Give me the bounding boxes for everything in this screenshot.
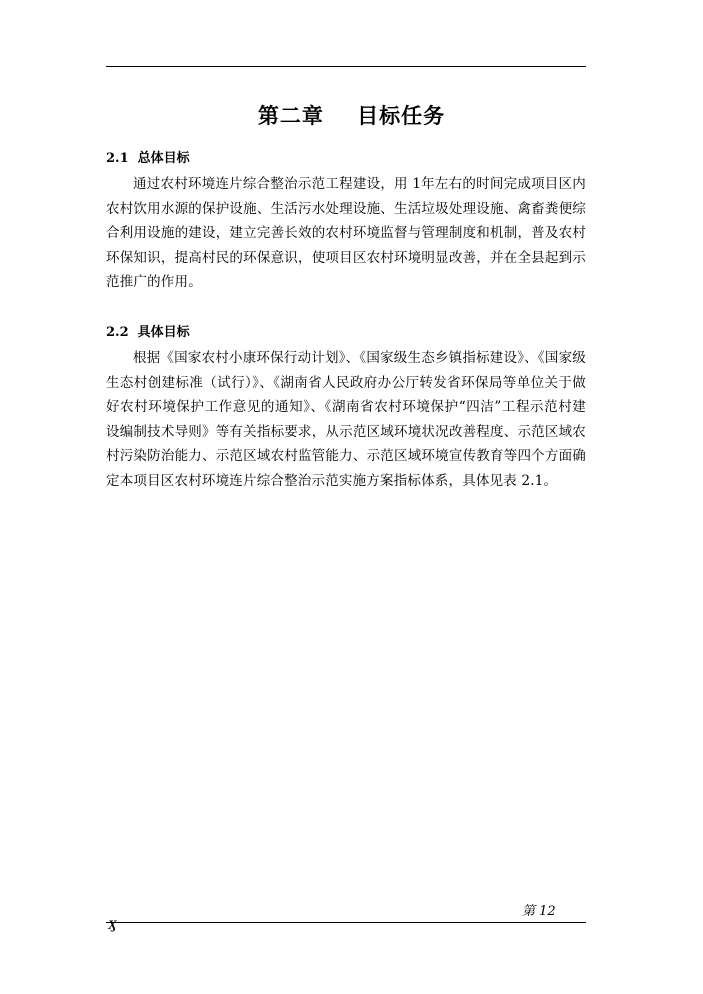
section-heading-overall-goal: 2.1 总体目标 (106, 151, 190, 166)
paragraph-overall-goal: 通过农村环境连片综合整治示范工程建设，用 1年左右的时间完成项目区内农村饮用水源的保护设施、生活污水处理设施、生活垃圾处理设施、禽畜粪便综合利用设施的建设，建立完善长效的农村环境监督与管理制度和机制，普及农村环保知识，提高村民的环保意识，使项目区农村环境明显改善，并在全县起到示范推广的作用。 (106, 176, 586, 291)
footer-rule (106, 922, 586, 923)
section-heading-specific-goal: 2.2 具体目标 (106, 325, 190, 340)
paragraph-specific-goal: 根据《国家农村小康环保行动计划》、《国家级生态乡镇指标建设》、《国家级生态村创建标准（试行）》、《湖南省人民政府办公厅转发省环保局等单位关于做好农村环境保护工作意见的通知》、《湖南省农村环境保护“四洁”工程示范村建设编制技术导则》等有关指标要求，从示范区域环境状况改善程度、示范区域农村污染防治能力、示范区域农村监管能力、示范区域环境宣传教育等四个方面确定本项目区农村环境连片综合整治示范实施方案指标体系，具体见表 2.1。 (106, 350, 586, 489)
chapter-title: 第二章 目标任务 (257, 103, 446, 128)
header-rule (106, 66, 586, 67)
footer-mark: Ӽ (108, 918, 117, 933)
page-number: 第 12 (522, 904, 556, 919)
